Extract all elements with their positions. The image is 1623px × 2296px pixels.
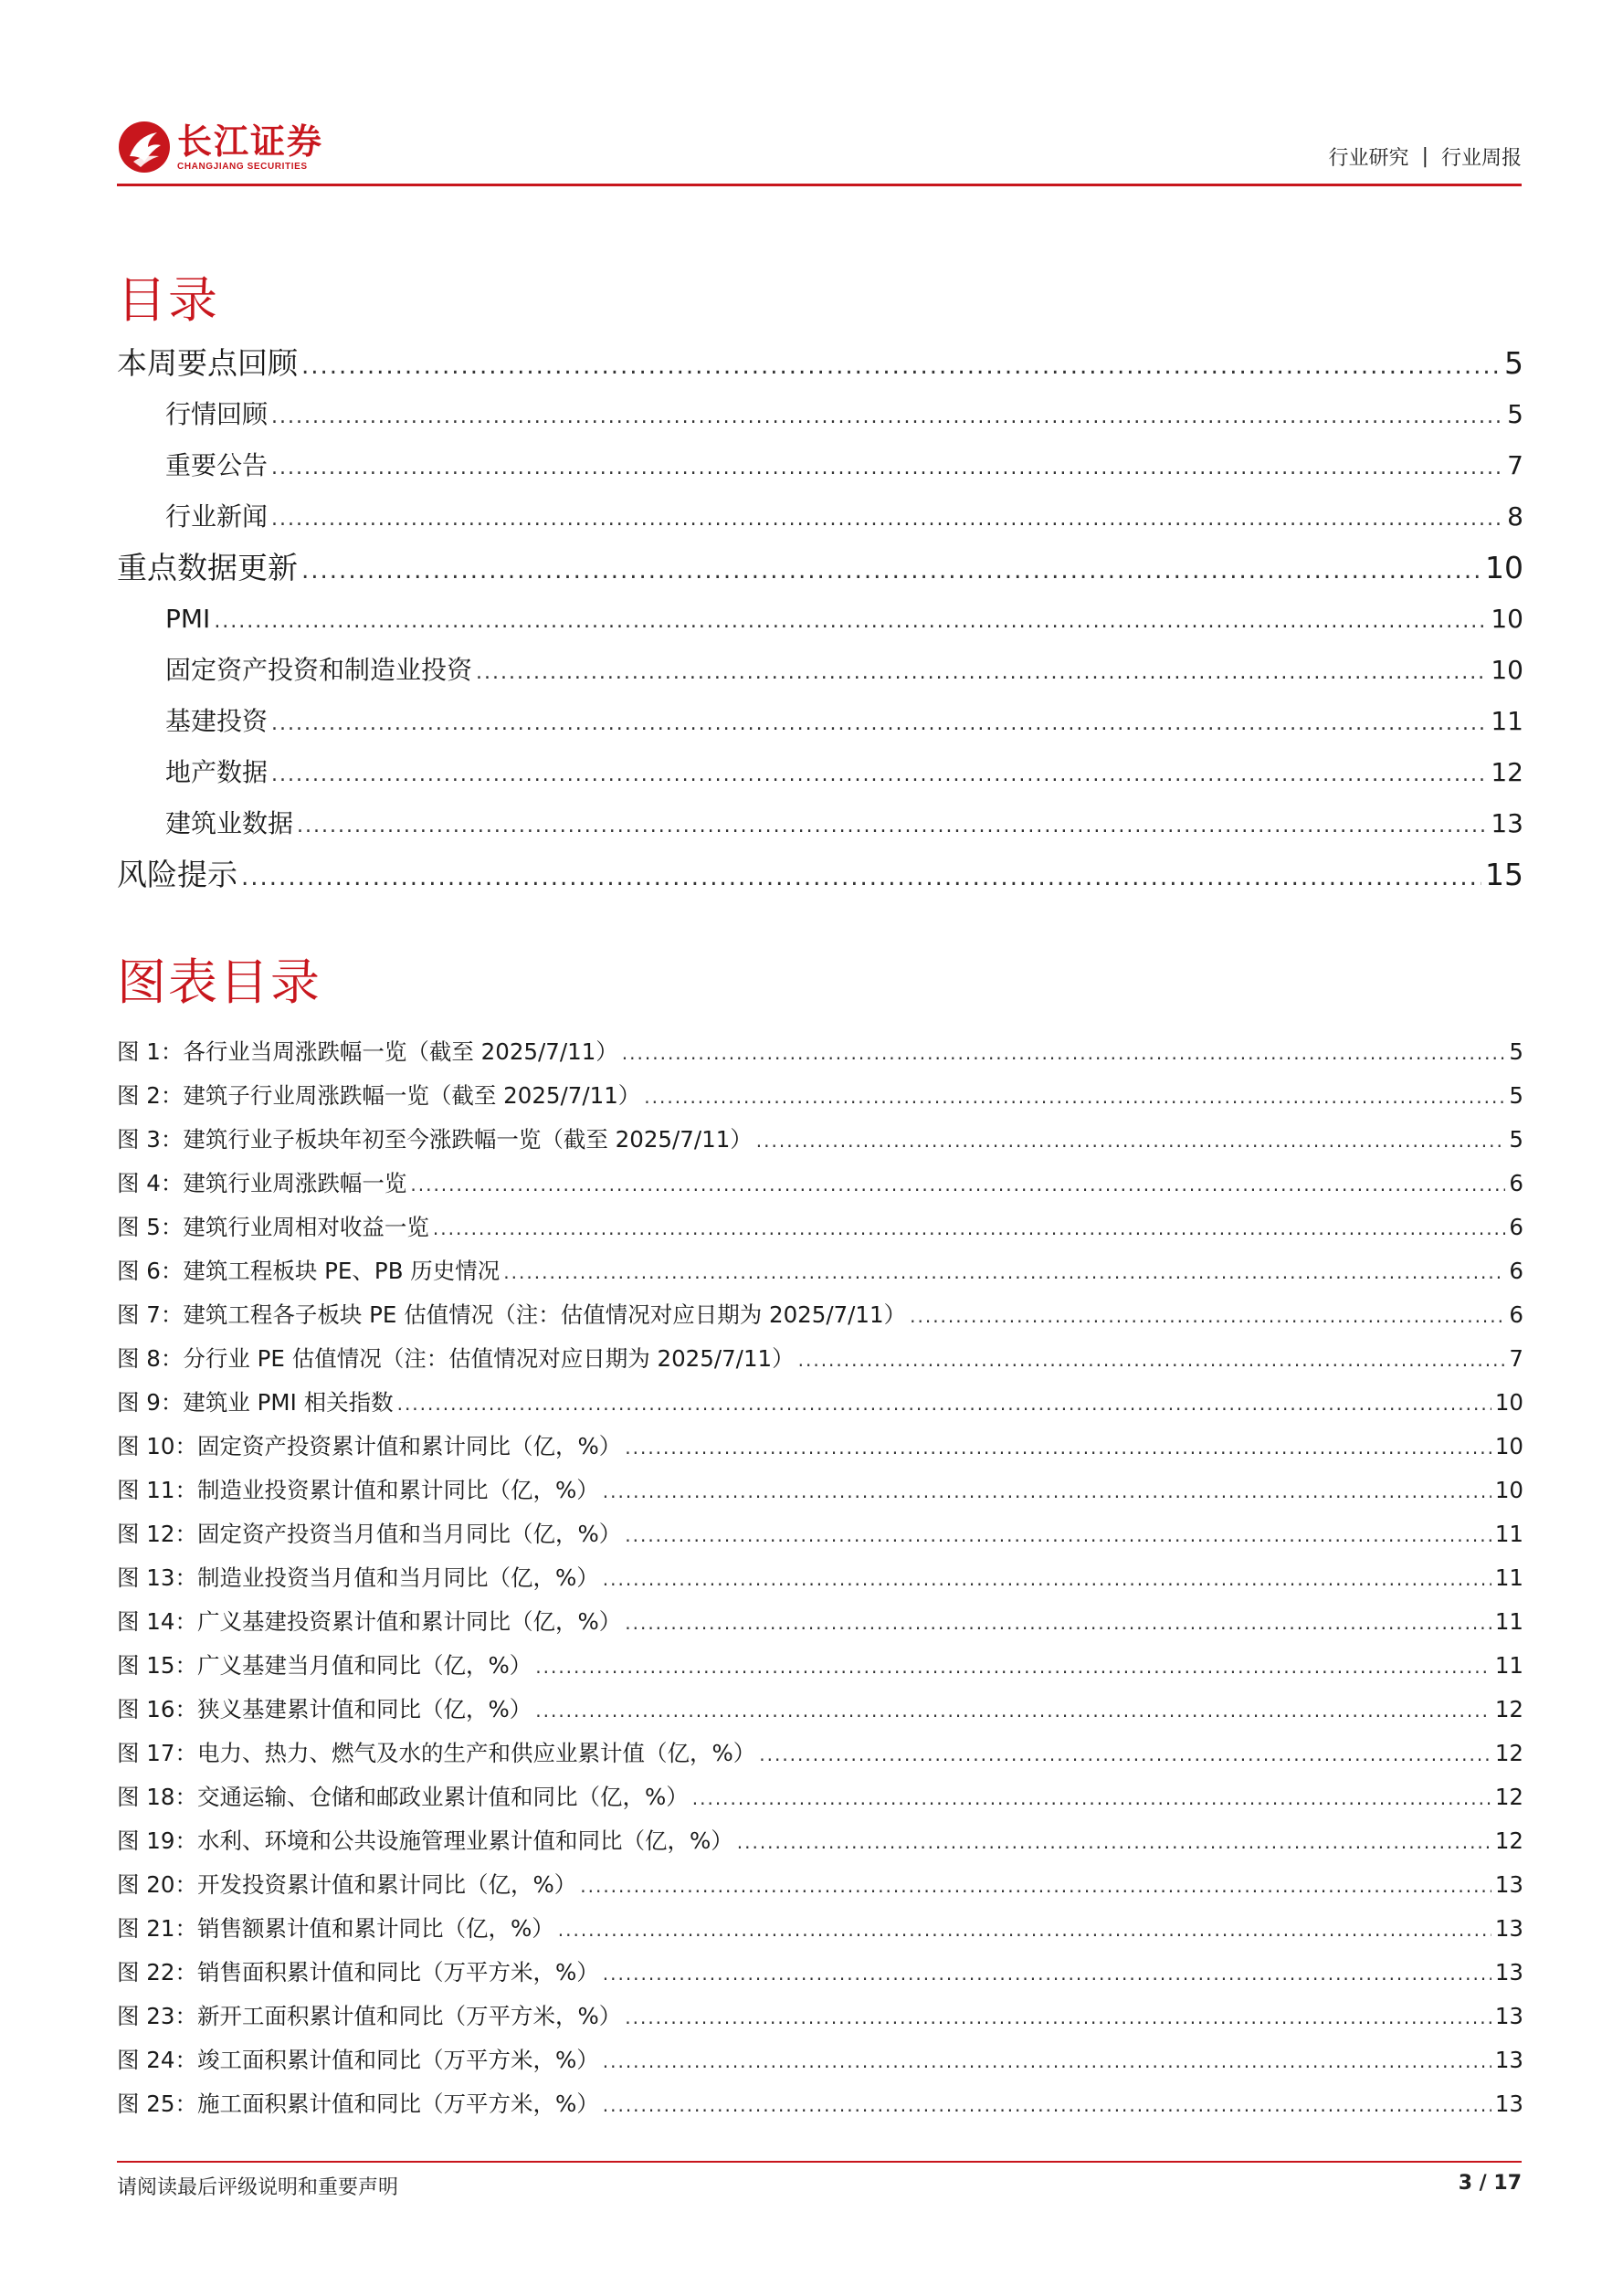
figure-entry[interactable] (117, 1600, 1523, 1644)
figure-entry-page-number: 13 (1494, 2003, 1523, 2029)
toc-entry[interactable] (117, 338, 1523, 389)
toc-entry-label: 行业新闻 (165, 501, 269, 532)
dot-leader (271, 699, 1487, 747)
dot-leader (603, 1952, 1491, 1995)
figure-entry[interactable] (117, 1775, 1523, 1819)
toc-entry-label: 地产数据 (165, 757, 269, 787)
figure-entry-label: 图 12：固定资产投资当月值和当月同比（亿，%） (117, 1521, 622, 1547)
toc-entry[interactable] (117, 542, 1523, 594)
figure-entry-label: 图 23：新开工面积累计值和同比（万平方米，%） (117, 2003, 622, 2029)
logo-english-name: CHANGJIANG SECURITIES (177, 162, 308, 172)
dot-leader (580, 1864, 1491, 1907)
toc-entry[interactable] (117, 849, 1523, 900)
figure-entry-label: 图 22：销售面积累计值和同比（万平方米，%） (117, 1959, 599, 1985)
toc-entry-page-number: 8 (1507, 501, 1523, 532)
toc-entry-page-number: 10 (1491, 604, 1523, 634)
page-header (117, 108, 1522, 183)
figure-entry-label: 图 4：建筑行业周涨跌幅一览 (117, 1170, 407, 1196)
dot-leader (503, 1250, 1505, 1293)
figure-entry-page-number: 7 (1509, 1345, 1523, 1372)
figure-entry-page-number: 13 (1494, 2047, 1523, 2073)
toc-entry-label: 重要公告 (165, 450, 269, 480)
figure-entry-page-number: 10 (1494, 1477, 1523, 1503)
figure-entry-label: 图 1：各行业当周涨跌幅一览（截至 2025/7/11） (117, 1038, 618, 1065)
figure-entry-page-number: 5 (1509, 1126, 1523, 1153)
figure-entry[interactable] (117, 1074, 1523, 1118)
dot-leader (625, 1601, 1491, 1644)
figure-entry-page-number: 12 (1494, 1740, 1523, 1766)
figure-entry-label: 图 11：制造业投资累计值和累计同比（亿，%） (117, 1477, 599, 1503)
dot-leader (410, 1163, 1505, 1206)
dot-leader (535, 1689, 1491, 1732)
figure-entry-page-number: 12 (1494, 1827, 1523, 1854)
dot-leader (692, 1776, 1491, 1819)
toc-entry[interactable] (117, 594, 1523, 645)
company-logo (117, 115, 345, 179)
dot-leader (644, 1075, 1505, 1118)
toc-list (117, 338, 1523, 900)
figures-list (117, 1030, 1523, 2126)
toc-entry[interactable] (117, 696, 1523, 747)
toc-entry-label: 本周要点回顾 (117, 345, 298, 381)
figure-entry-label: 图 17：电力、热力、燃气及水的生产和供应业累计值（亿，%） (117, 1740, 756, 1766)
dot-leader (558, 1908, 1491, 1951)
toc-entry-label: 重点数据更新 (117, 550, 298, 585)
figure-entry-page-number: 6 (1509, 1170, 1523, 1196)
figure-entry-label: 图 6：建筑工程板块 PE、PB 历史情况 (117, 1258, 501, 1284)
figure-entry[interactable] (117, 1688, 1523, 1732)
toc-entry-label: 基建投资 (165, 706, 269, 736)
figure-entry[interactable] (117, 1118, 1523, 1162)
figure-entry-page-number: 11 (1494, 1608, 1523, 1635)
logo-chinese-name: 长江证券 (177, 121, 324, 162)
breadcrumb-separator: | (1421, 145, 1428, 168)
toc-entry-page-number: 10 (1485, 550, 1523, 585)
figure-entry-label: 图 16：狭义基建累计值和同比（亿，%） (117, 1696, 532, 1722)
toc-entry[interactable] (117, 798, 1523, 849)
figure-entry[interactable] (117, 1907, 1523, 1951)
toc-entry-page-number: 5 (1507, 399, 1523, 429)
footer-disclaimer: 请阅读最后评级说明和重要声明 (117, 2176, 399, 2199)
figure-entry-label: 图 9：建筑业 PMI 相关指数 (117, 1389, 394, 1416)
dot-leader (271, 392, 1503, 440)
breadcrumb (1329, 142, 1522, 171)
toc-entry-page-number: 10 (1491, 655, 1523, 685)
figure-entry-page-number: 13 (1494, 1871, 1523, 1898)
figure-entry-label: 图 2：建筑子行业周涨跌幅一览（截至 2025/7/11） (117, 1082, 641, 1109)
figure-entry[interactable] (117, 1293, 1523, 1337)
dot-leader (535, 1645, 1491, 1688)
dot-leader (622, 1031, 1506, 1074)
dot-leader (271, 494, 1503, 542)
toc-entry-label: 固定资产投资和制造业投资 (165, 655, 473, 685)
figure-entry-page-number: 6 (1509, 1258, 1523, 1284)
figure-entry[interactable] (117, 1337, 1523, 1381)
figure-entry[interactable] (117, 1644, 1523, 1688)
toc-entry[interactable] (117, 389, 1523, 440)
dot-leader (301, 545, 1481, 594)
figure-entry[interactable] (117, 1030, 1523, 1074)
dot-leader (603, 1557, 1491, 1600)
toc-entry[interactable] (117, 645, 1523, 696)
toc-entry-page-number: 7 (1507, 450, 1523, 480)
toc-entry-page-number: 11 (1491, 706, 1523, 736)
dot-leader (910, 1294, 1505, 1337)
figure-entry-label: 图 10：固定资产投资累计值和累计同比（亿，%） (117, 1433, 622, 1459)
figures-title: 图表目录 (117, 953, 321, 1011)
figure-entry-page-number: 5 (1509, 1082, 1523, 1109)
figure-entry-label: 图 3：建筑行业子板块年初至今涨跌幅一览（截至 2025/7/11） (117, 1126, 753, 1153)
figure-entry-label: 图 5：建筑行业周相对收益一览 (117, 1214, 429, 1240)
figure-entry[interactable] (117, 1512, 1523, 1556)
figure-entry-label: 图 13：制造业投资当月值和当月同比（亿，%） (117, 1564, 599, 1591)
figure-entry[interactable] (117, 1995, 1523, 2038)
figure-entry-page-number: 11 (1494, 1652, 1523, 1679)
figure-entry-page-number: 11 (1494, 1521, 1523, 1547)
figure-entry-label: 图 20：开发投资累计值和累计同比（亿，%） (117, 1871, 577, 1898)
figure-entry-page-number: 6 (1509, 1214, 1523, 1240)
figure-entry-label: 图 15：广义基建当月值和同比（亿，%） (117, 1652, 532, 1679)
figure-entry-page-number: 12 (1494, 1784, 1523, 1810)
figure-entry[interactable] (117, 1951, 1523, 1995)
figure-entry-page-number: 13 (1494, 2091, 1523, 2117)
figure-entry-page-number: 13 (1494, 1915, 1523, 1942)
figure-entry-page-number: 10 (1494, 1389, 1523, 1416)
toc-entry-page-number: 13 (1491, 808, 1523, 838)
figure-entry-label: 图 14：广义基建投资累计值和累计同比（亿，%） (117, 1608, 622, 1635)
toc-entry[interactable] (117, 491, 1523, 542)
figure-entry-page-number: 12 (1494, 1696, 1523, 1722)
dot-leader (625, 1996, 1491, 2038)
figure-entry[interactable] (117, 1206, 1523, 1249)
toc-entry-page-number: 15 (1485, 857, 1523, 892)
toc-entry[interactable] (117, 747, 1523, 798)
dot-leader (241, 852, 1481, 900)
dot-leader (301, 341, 1501, 389)
figure-entry[interactable] (117, 1556, 1523, 1600)
figure-entry-label: 图 25：施工面积累计值和同比（万平方米，%） (117, 2091, 599, 2117)
figure-entry-page-number: 5 (1509, 1038, 1523, 1065)
figure-entry[interactable] (117, 1863, 1523, 1907)
logo-emblem-icon (117, 120, 172, 174)
header-divider (117, 184, 1522, 186)
figure-entry-label: 图 21：销售额累计值和累计同比（亿，%） (117, 1915, 554, 1942)
toc-entry-page-number: 12 (1491, 757, 1523, 787)
toc-entry-label: 风险提示 (117, 857, 237, 892)
figure-entry-page-number: 13 (1494, 1959, 1523, 1985)
figure-entry-label: 图 8：分行业 PE 估值情况（注：估值情况对应日期为 2025/7/11） (117, 1345, 795, 1372)
toc-entry-label: PMI (165, 604, 211, 634)
toc-entry-page-number: 5 (1504, 345, 1523, 381)
figure-entry[interactable] (117, 2038, 1523, 2082)
figure-entry-label: 图 19：水利、环境和公共设施管理业累计值和同比（亿，%） (117, 1827, 733, 1854)
footer-divider (117, 2161, 1522, 2163)
dot-leader (433, 1206, 1506, 1249)
dot-leader (297, 801, 1487, 849)
dot-leader (603, 2083, 1491, 2126)
dot-leader (603, 2039, 1491, 2082)
figure-entry-label: 图 24：竣工面积累计值和同比（万平方米，%） (117, 2047, 599, 2073)
figure-entry-page-number: 11 (1494, 1564, 1523, 1591)
toc-entry[interactable] (117, 440, 1523, 491)
dot-leader (625, 1513, 1491, 1556)
dot-leader (756, 1119, 1506, 1162)
dot-leader (214, 596, 1487, 645)
page-number: 3 / 17 (1458, 2172, 1522, 2195)
dot-leader (625, 1426, 1491, 1469)
figure-entry-page-number: 10 (1494, 1433, 1523, 1459)
dot-leader (737, 1820, 1491, 1863)
dot-leader (271, 443, 1503, 491)
figure-entry[interactable] (117, 1425, 1523, 1469)
dot-leader (759, 1733, 1491, 1775)
figure-entry[interactable] (117, 2082, 1523, 2126)
toc-entry-label: 建筑业数据 (165, 808, 294, 838)
breadcrumb-report-kind: 行业周报 (1440, 147, 1522, 170)
dot-leader (798, 1338, 1506, 1381)
figure-entry-label: 图 18：交通运输、仓储和邮政业累计值和同比（亿，%） (117, 1784, 689, 1810)
figure-entry[interactable] (117, 1381, 1523, 1425)
figure-entry[interactable] (117, 1162, 1523, 1206)
dot-leader (397, 1382, 1491, 1425)
figure-entry[interactable] (117, 1469, 1523, 1512)
figure-entry-label: 图 7：建筑工程各子板块 PE 估值情况（注：估值情况对应日期为 2025/7/11） (117, 1301, 907, 1328)
figure-entry[interactable] (117, 1819, 1523, 1863)
figure-entry[interactable] (117, 1732, 1523, 1775)
toc-entry-label: 行情回顾 (165, 399, 269, 429)
dot-leader (603, 1469, 1491, 1512)
breadcrumb-report-type: 行业研究 (1328, 147, 1409, 170)
toc-title: 目录 (117, 271, 219, 329)
figure-entry[interactable] (117, 1249, 1523, 1293)
dot-leader (476, 648, 1487, 696)
figure-entry-page-number: 6 (1509, 1301, 1523, 1328)
dot-leader (271, 750, 1487, 798)
